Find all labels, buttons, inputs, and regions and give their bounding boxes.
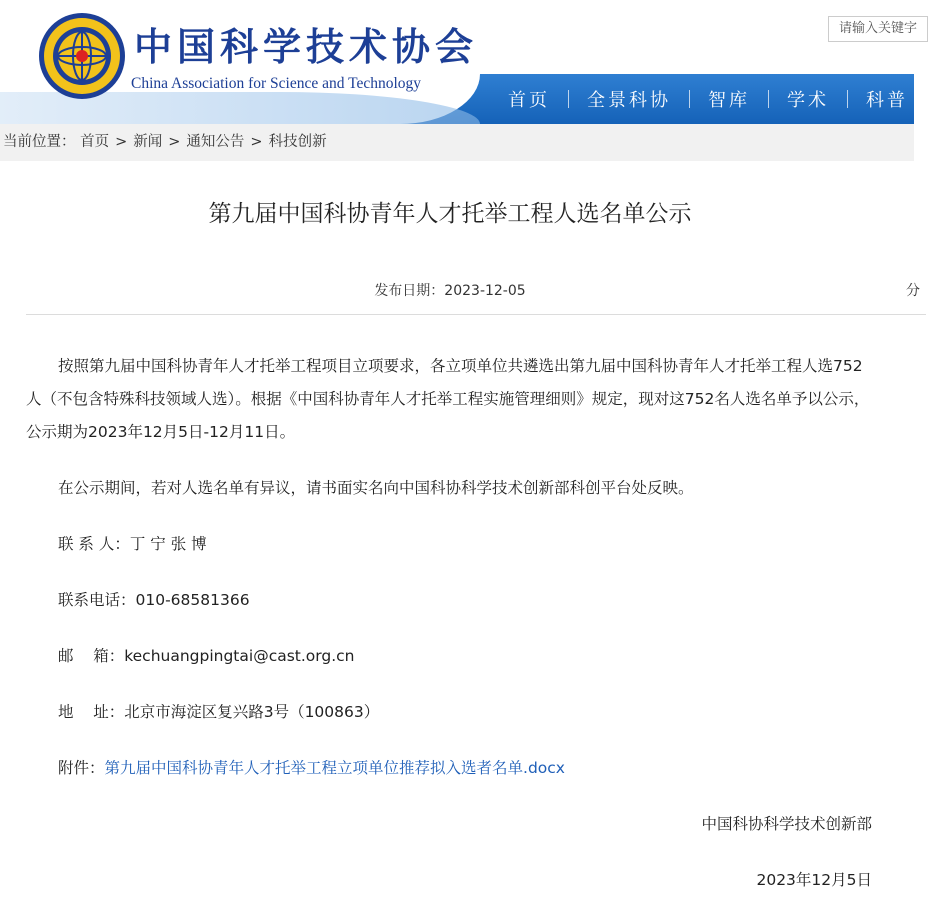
breadcrumb-home[interactable]: 首页 xyxy=(80,134,110,150)
logo-chinese[interactable]: 中国科学技术协会 xyxy=(134,24,479,69)
nav-item-home[interactable]: 首页 xyxy=(508,90,550,111)
nav-item-popular-science[interactable]: 科普 xyxy=(866,90,908,111)
main-nav xyxy=(490,74,926,124)
article-paragraph-2: 在公示期间，若对人选名单有异议，请书面实名向中国科协科学技术创新部科创平台处反映。 xyxy=(58,479,694,497)
nav-item-thinktank[interactable]: 智库 xyxy=(708,90,750,111)
breadcrumb-arrow-icon: > xyxy=(250,134,263,150)
logo-english[interactable]: China Association for Science and Technology xyxy=(131,75,422,92)
article-paragraph-1: 按照第九届中国科协青年人才托举工程项目立项要求，各立项单位共遴选出第九届中国科协青年人才托举工程人选752人（不包含特殊科技领域人选）。根据《中国科协青年人才托举工程实施管理细则》规定，现对这752名人选名单予以公示，公示期为2023年12月5日-12月11日。 xyxy=(26,357,870,441)
contact-email: 邮 箱：kechuangpingtai@cast.org.cn xyxy=(58,647,355,665)
breadcrumb xyxy=(3,124,327,161)
attachment-label: 附件： xyxy=(58,759,105,777)
page-title: 第九届中国科协青年人才托举工程人选名单公示 xyxy=(208,201,692,227)
breadcrumb-label: 当前位置： xyxy=(3,134,76,150)
contact-address: 地 址：北京市海淀区复兴路3号（100863） xyxy=(58,703,380,721)
contact-phone: 联系电话：010-68581366 xyxy=(58,591,250,609)
breadcrumb-bar xyxy=(0,124,914,161)
breadcrumb-tech-innovation[interactable]: 科技创新 xyxy=(268,134,327,150)
signature: 中国科协科学技术创新部 xyxy=(701,815,872,833)
attachment xyxy=(58,756,565,778)
publish-date: 发布日期：2023-12-05 xyxy=(374,283,526,299)
breadcrumb-arrow-icon: > xyxy=(168,134,181,150)
breadcrumb-notices[interactable]: 通知公告 xyxy=(186,134,245,150)
site-header xyxy=(0,0,918,124)
cast-emblem-icon[interactable] xyxy=(38,12,126,100)
nav-item-overview[interactable]: 全景科协 xyxy=(587,90,671,111)
title-divider xyxy=(26,314,926,315)
sign-date: 2023年12月5日 xyxy=(756,871,872,889)
contact-person: 联 系 人：丁 宁 张 博 xyxy=(58,535,207,553)
share-label[interactable]: 分 xyxy=(906,283,920,299)
search-input[interactable]: 请输入关键字 xyxy=(828,16,928,42)
attachment-link[interactable]: 第九届中国科协青年人才托举工程立项单位推荐拟入选者名单.docx xyxy=(104,759,565,777)
breadcrumb-news[interactable]: 新闻 xyxy=(133,134,163,150)
nav-item-academic[interactable]: 学术 xyxy=(787,90,829,111)
breadcrumb-arrow-icon: > xyxy=(115,134,128,150)
